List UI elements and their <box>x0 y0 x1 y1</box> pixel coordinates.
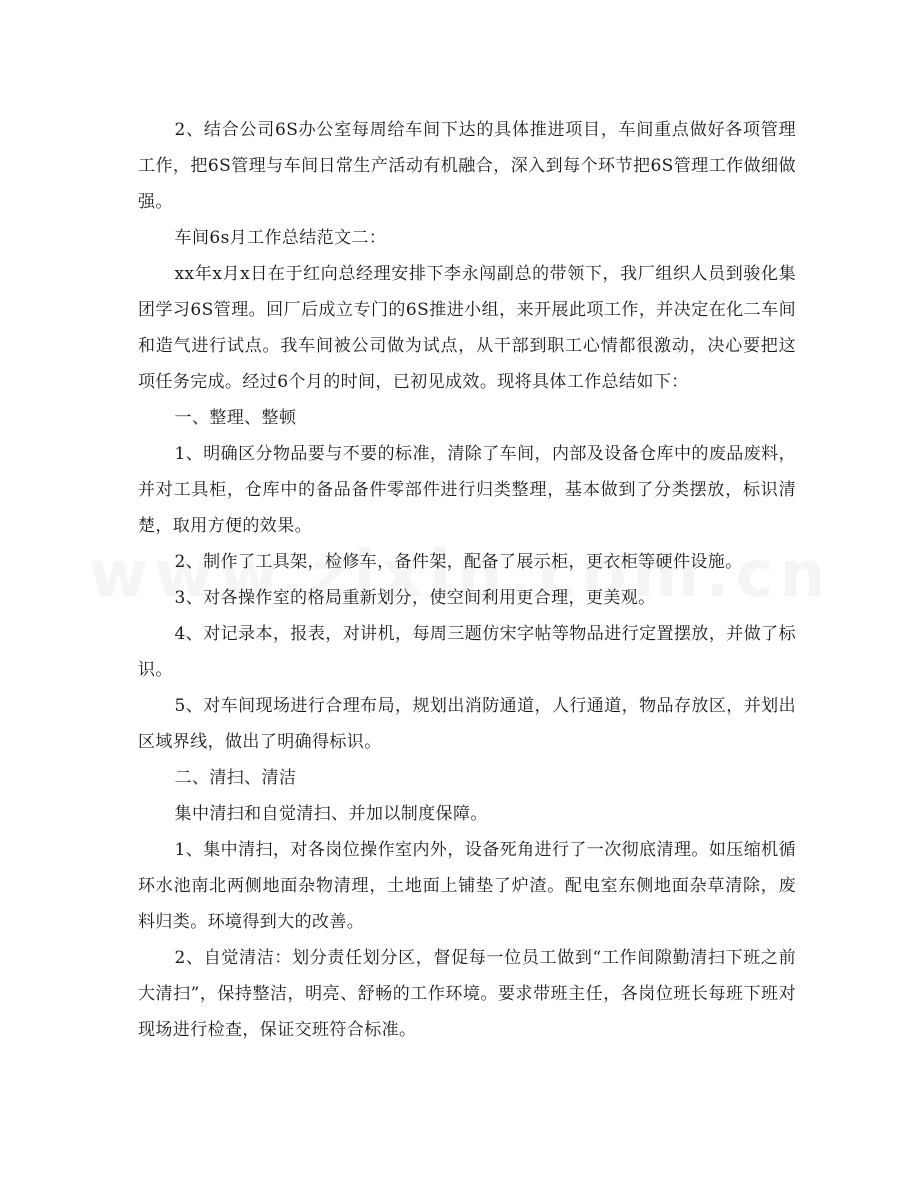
list-item-3: 3、对各操作室的格局重新划分，使空间利用更合理，更美观。 <box>174 588 656 608</box>
intro-paragraph: xx年x月x日在于红向总经理安排下李永闯副总的带领下，我厂组织人员到骏化集团学习6S管理。回厂后成立专门的6S推进小组，来开展此项工作，并决定在化二车间和造气进行试点。我车间被公司做为试点，从干部到职工心情都很激动，决心要把这项任务完成。经过6个月的时间，已初见成效。现将具体工作总结如下： <box>138 264 796 392</box>
section-heading-1: 一、整理、整顿 <box>174 408 297 428</box>
list-item-2-cleaning: 2、自觉清洁：划分责任划分区，督促每一位员工做到“工作间隙勤清扫下班之前大清扫”，保持整洁，明亮、舒畅的工作环境。要求带班主任，各岗位班长每班下班对现场进行检查，保证交班符合标准。 <box>138 948 796 1040</box>
list-item-5: 5、对车间现场进行合理布局，规划出消防通道，人行通道，物品存放区，并划出区域界线，做出了明确得标识。 <box>138 696 796 752</box>
list-item-1: 1、明确区分物品要与不要的标准，清除了车间，内部及设备仓库中的废品废料，并对工具柜，仓库中的备品备件零部件进行归类整理，基本做到了分类摆放，标识清楚，取用方便的效果。 <box>138 444 796 536</box>
list-item-2: 2、制作了工具架，检修车，备件架，配备了展示柜，更衣柜等硬件设施。 <box>174 552 743 572</box>
section-heading-2: 二、清扫、清洁 <box>174 768 297 788</box>
section-heading-fanwen-2: 车间6s月工作总结范文二： <box>174 228 387 248</box>
list-item-1-cleaning: 1、集中清扫，对各岗位操作室内外，设备死角进行了一次彻底清理。如压缩机循环水池南北两侧地面杂物清理，土地面上铺垫了炉渣。配电室东侧地面杂草清除，废料归类。环境得到大的改善。 <box>138 840 796 932</box>
document-body <box>138 112 796 1048</box>
section-intro: 集中清扫和自觉清扫、并加以制度保障。 <box>174 804 488 824</box>
list-item-4: 4、对记录本，报表，对讲机，每周三题仿宋字帖等物品进行定置摆放，并做了标识。 <box>138 624 796 680</box>
paragraph-item-2: 2、结合公司6S办公室每周给车间下达的具体推进项目，车间重点做好各项管理工作，把6S管理与车间日常生产活动有机融合，深入到每个环节把6S管理工作做细做强。 <box>138 120 796 212</box>
